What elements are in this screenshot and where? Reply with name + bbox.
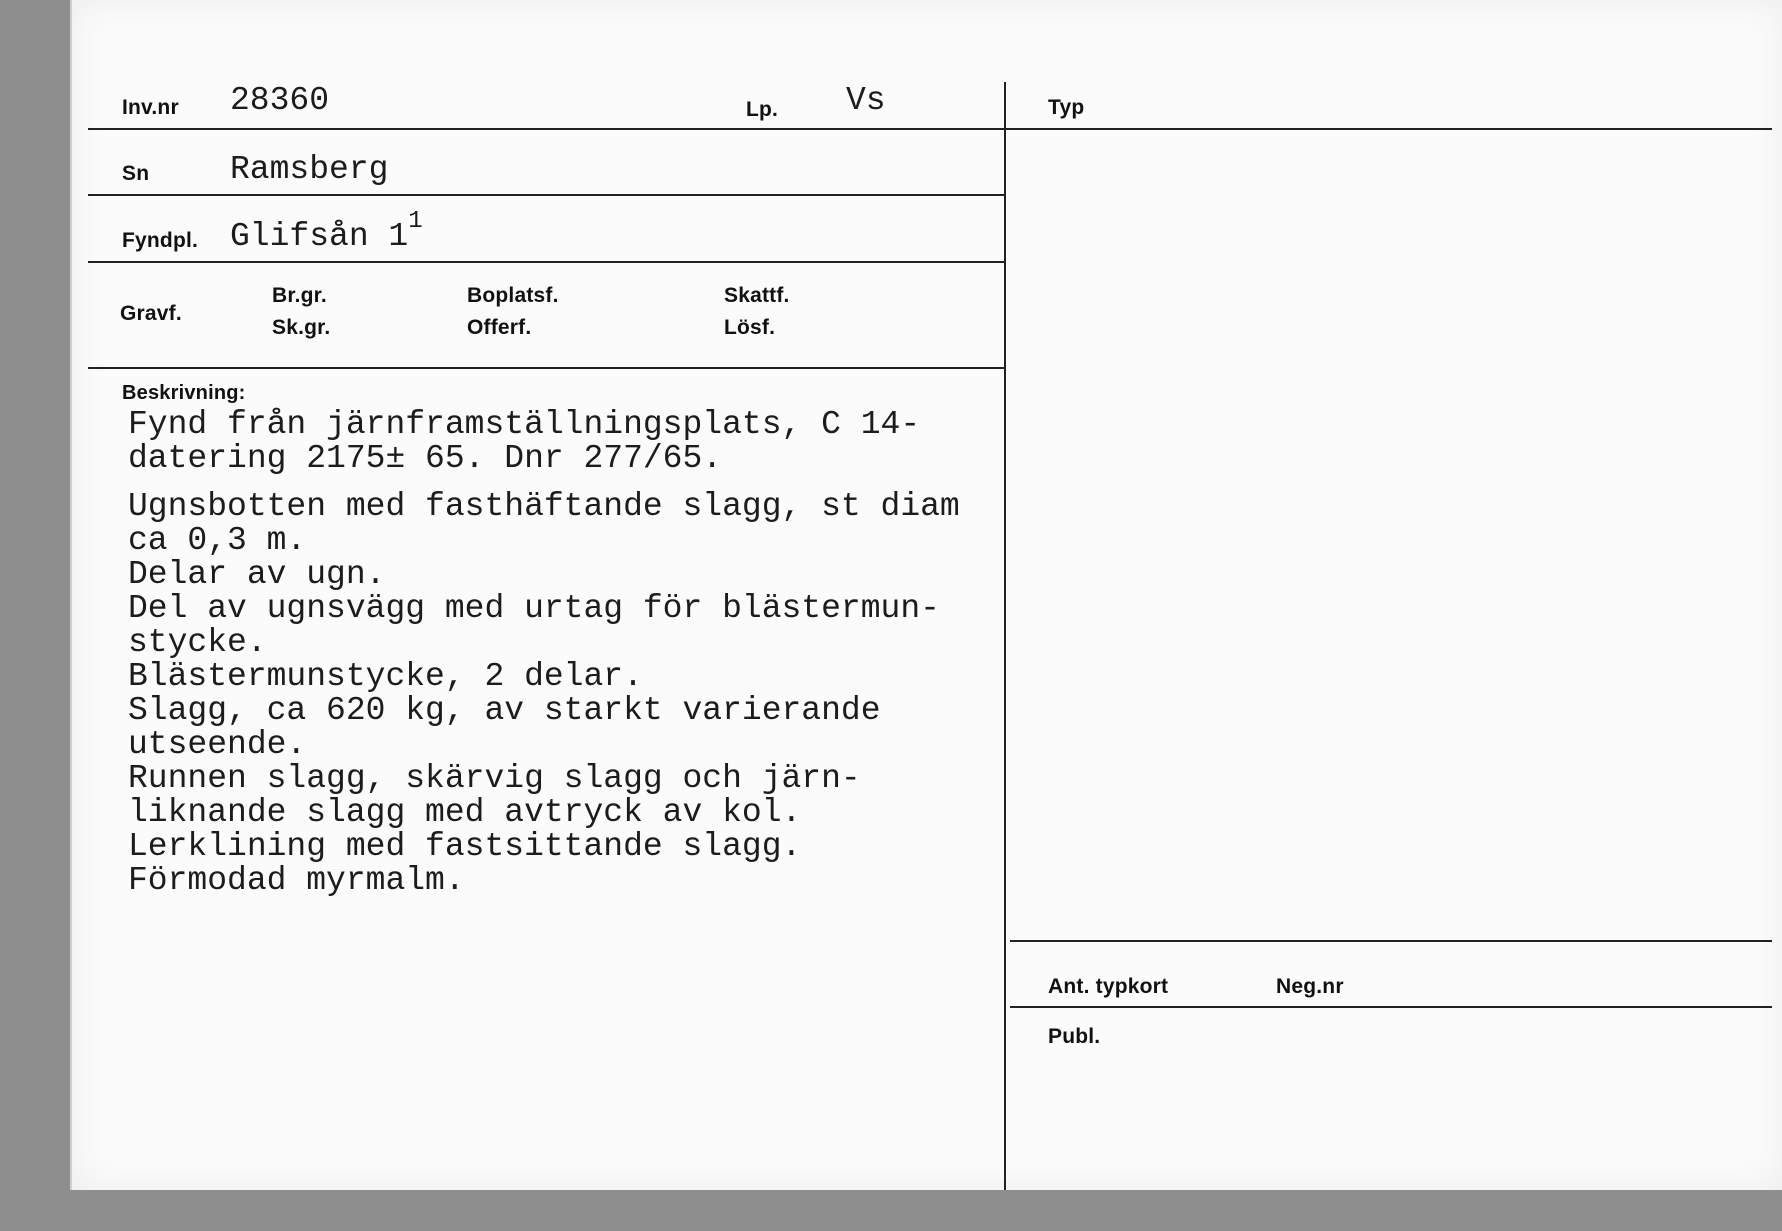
skgr-label: Sk.gr. bbox=[272, 316, 331, 339]
gravf-label: Gravf. bbox=[120, 302, 182, 325]
inv-value: 28360 bbox=[230, 82, 330, 119]
rule-ant-top bbox=[1010, 940, 1772, 942]
desc-line: Blästermunstycke, 2 delar. bbox=[128, 658, 643, 695]
ant-typkort-label: Ant. typkort bbox=[1048, 975, 1169, 998]
rule-inv bbox=[88, 128, 1772, 130]
fyndpl-value bbox=[230, 208, 423, 257]
lp-value: Vs bbox=[846, 82, 886, 119]
inv-label: Inv.nr bbox=[122, 96, 179, 119]
desc-line: datering 2175± 65. Dnr 277/65. bbox=[128, 440, 723, 477]
desc-line: Del av ugnsvägg med urtag för blästermun- bbox=[128, 590, 940, 627]
desc-line: Delar av ugn. bbox=[128, 556, 386, 593]
sn-label: Sn bbox=[122, 162, 150, 185]
publ-label: Publ. bbox=[1048, 1025, 1101, 1048]
sn-value: Ramsberg bbox=[230, 151, 389, 188]
fyndpl-label: Fyndpl. bbox=[122, 229, 199, 252]
desc-line: Fynd från järnframställningsplats, C 14- bbox=[128, 406, 921, 443]
brgr-label: Br.gr. bbox=[272, 284, 327, 307]
fyndpl-superscript: 1 bbox=[408, 208, 423, 235]
rule-fyndpl bbox=[88, 261, 1006, 263]
beskrivning-label: Beskrivning: bbox=[122, 382, 246, 404]
boplatsf-label: Boplatsf. bbox=[467, 284, 559, 307]
desc-line: Slagg, ca 620 kg, av starkt varierande bbox=[128, 692, 881, 729]
desc-line: Lerklining med fastsittande slagg. bbox=[128, 828, 802, 865]
desc-line: Ugnsbotten med fasthäftande slagg, st diam bbox=[128, 488, 960, 525]
skattf-label: Skattf. bbox=[724, 284, 790, 307]
rule-ant-bottom bbox=[1010, 1006, 1772, 1008]
desc-line: liknande slagg med avtryck av kol. bbox=[128, 794, 802, 831]
negnr-label: Neg.nr bbox=[1276, 975, 1344, 998]
desc-line: stycke. bbox=[128, 624, 267, 661]
catalog-card bbox=[70, 0, 1782, 1190]
desc-line: Runnen slagg, skärvig slagg och järn- bbox=[128, 760, 861, 797]
lp-label: Lp. bbox=[746, 98, 779, 121]
desc-line: Förmodad myrmalm. bbox=[128, 862, 465, 899]
description-text bbox=[128, 408, 1088, 898]
fyndpl-text: Glifsån 1 bbox=[230, 218, 409, 255]
desc-line: ca 0,3 m. bbox=[128, 522, 307, 559]
rule-sn bbox=[88, 194, 1006, 196]
desc-line: utseende. bbox=[128, 726, 307, 763]
rule-gravf bbox=[88, 367, 1006, 369]
losf-label: Lösf. bbox=[724, 316, 776, 339]
offerf-label: Offerf. bbox=[467, 316, 532, 339]
typ-label: Typ bbox=[1048, 96, 1085, 119]
